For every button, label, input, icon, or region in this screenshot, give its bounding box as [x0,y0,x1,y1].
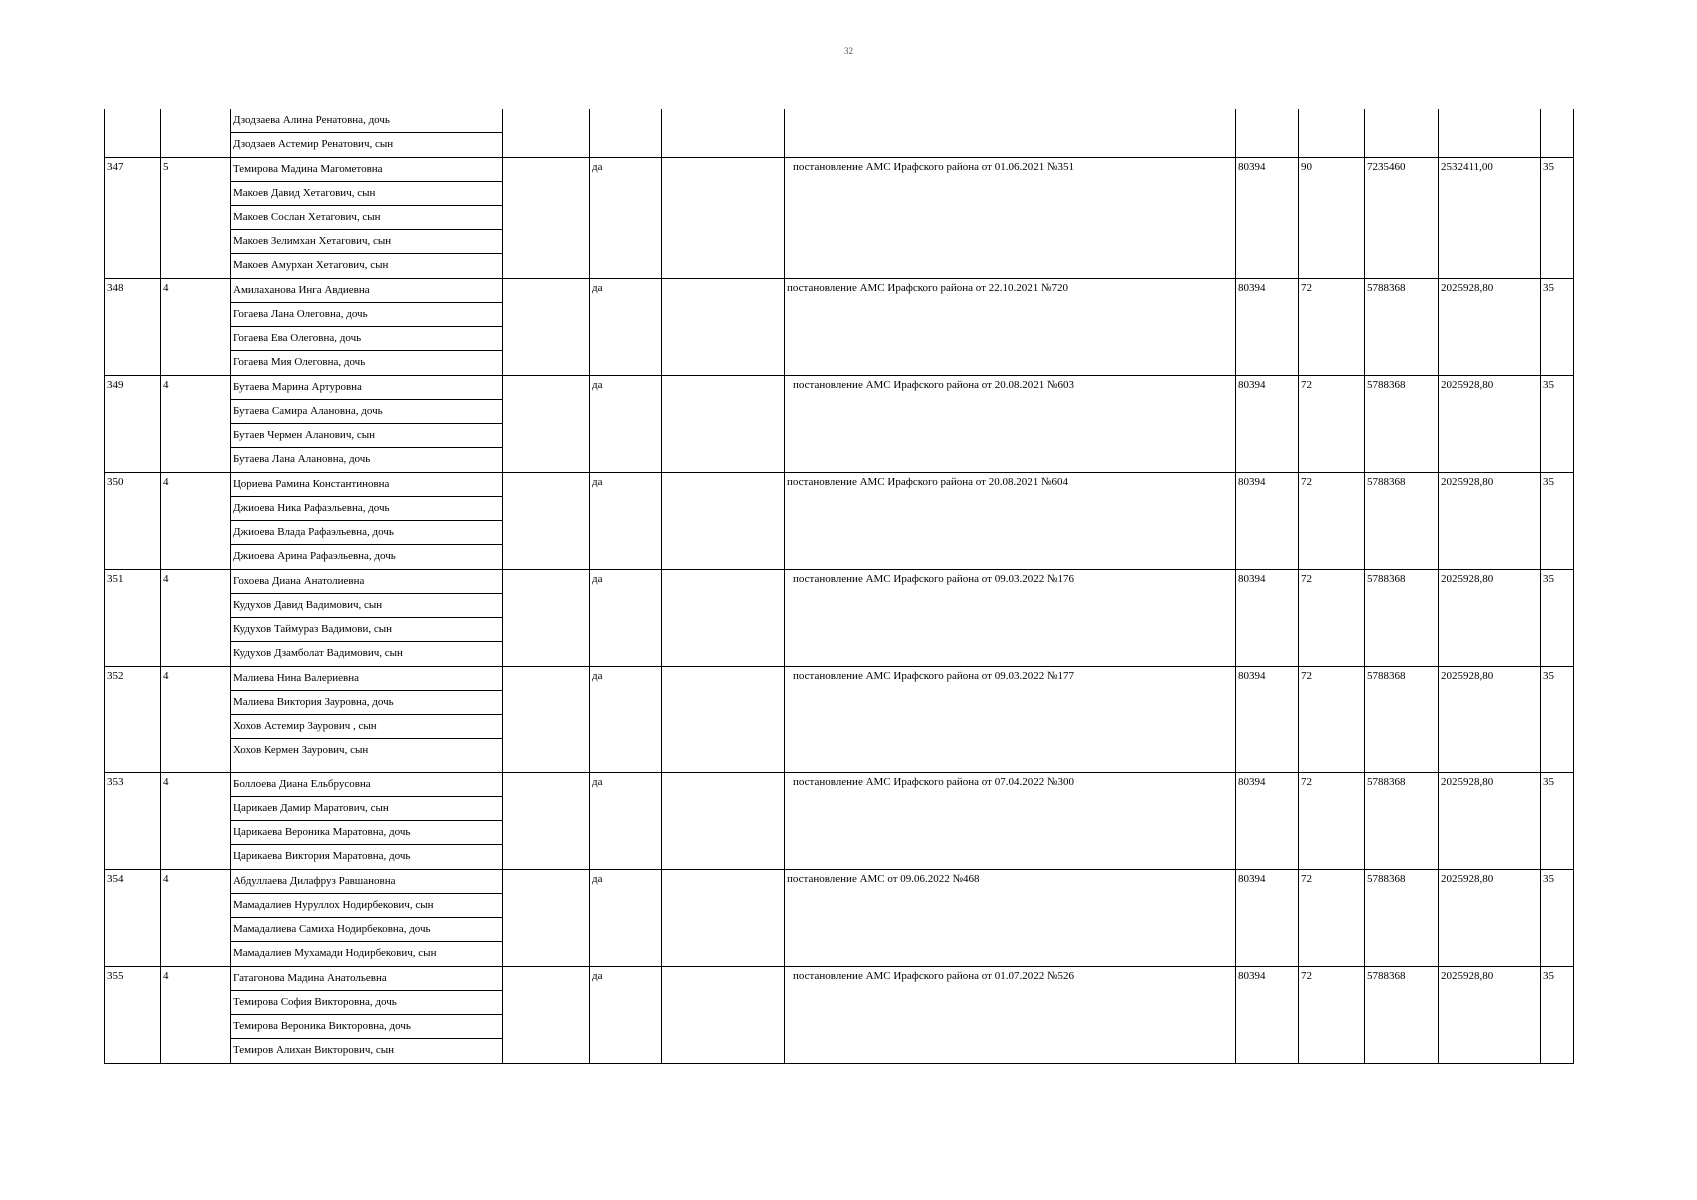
table-row [105,967,1574,1064]
eligibility-flag: да [590,570,662,667]
family-member: Джиоева Ника Рафаэльевна, дочь [231,497,502,521]
table-row [105,570,1574,667]
empty-cell [503,376,590,473]
empty-cell [662,967,785,1064]
family-member: Абдуллаева Дилафруз Равшановна [231,870,502,894]
record-number: 347 [105,158,161,279]
family-member: Царикаева Вероника Маратовна, дочь [231,821,502,845]
empty-cell [662,870,785,967]
housing-area: 72 [1299,279,1365,376]
housing-area: 90 [1299,158,1365,279]
table-row [105,279,1574,376]
eligibility-flag: да [590,667,662,773]
family-members-count: 4 [161,870,231,967]
family-member: Мамадалиева Самиха Нодирбековна, дочь [231,918,502,942]
cost-code: 80394 [1236,773,1299,870]
total-cost: 5788368 [1365,667,1439,773]
record-number: 349 [105,376,161,473]
empty-cell [503,667,590,773]
record-number: 350 [105,473,161,570]
empty-cell [662,279,785,376]
family-members-count: 4 [161,667,231,773]
family-members-cell [231,109,503,158]
table-row [105,870,1574,967]
subsidy-percent [1541,109,1574,158]
family-member: Гатагонова Мадина Анатольевна [231,967,502,991]
total-cost: 5788368 [1365,773,1439,870]
resolution-document: постановление АМС Ирафского района от 20.08.2021 №603 [785,376,1236,473]
eligibility-flag: да [590,279,662,376]
record-number: 348 [105,279,161,376]
family-member: Темиров Алихан Викторович, сын [233,1044,395,1056]
empty-cell [662,109,785,158]
family-member: Царикаева Виктория Маратовна, дочь [233,850,411,862]
family-member: Мамадалиев Мухамади Нодирбекович, сын [233,947,437,959]
cost-code: 80394 [1236,967,1299,1064]
housing-area: 72 [1299,570,1365,667]
subsidy-percent: 35 [1541,667,1574,773]
cost-code: 80394 [1236,376,1299,473]
family-members-cell [231,667,503,773]
family-member: Хохов Кермен Заурович, сын [233,744,369,756]
family-members-cell [231,473,503,570]
family-member: Малиева Виктория Зауровна, дочь [231,691,502,715]
empty-cell [662,376,785,473]
family-member: Темирова Мадина Магометовна [231,158,502,182]
family-member: Кудухов Давид Вадимович, сын [231,594,502,618]
family-member: Гогаева Мия Олеговна, дочь [233,356,366,368]
subsidy-percent: 35 [1541,473,1574,570]
subsidy-percent: 35 [1541,279,1574,376]
family-members-count: 5 [161,158,231,279]
housing-register-table [104,109,1574,1064]
family-members-count: 4 [161,570,231,667]
family-member: Макоев Сослан Хетагович, сын [231,206,502,230]
empty-cell [503,570,590,667]
subsidy-percent: 35 [1541,158,1574,279]
cost-code: 80394 [1236,473,1299,570]
eligibility-flag: да [590,967,662,1064]
family-member: Темирова Вероника Викторовна, дочь [231,1015,502,1039]
table-row [105,773,1574,870]
family-member: Гогаева Ева Олеговна, дочь [231,327,502,351]
housing-area: 72 [1299,376,1365,473]
subsidy-amount [1439,109,1541,158]
family-member: Кудухов Дзамболат Вадимович, сын [233,647,403,659]
subsidy-amount: 2025928,80 [1439,773,1541,870]
empty-cell [662,667,785,773]
housing-area: 72 [1299,667,1365,773]
empty-cell [662,158,785,279]
family-members-cell [231,279,503,376]
resolution-document: постановление АМС Ирафского района от 20.08.2021 №604 [785,473,1236,570]
cost-code: 80394 [1236,870,1299,967]
eligibility-flag: да [590,870,662,967]
family-member: Царикаев Дамир Маратович, сын [231,797,502,821]
record-number [105,109,161,158]
family-member: Темирова София Викторовна, дочь [231,991,502,1015]
cost-code: 80394 [1236,667,1299,773]
resolution-document: постановление АМС Ирафского района от 01.07.2022 №526 [785,967,1236,1064]
eligibility-flag: да [590,773,662,870]
resolution-document: постановление АМС Ирафского района от 09.03.2022 №176 [785,570,1236,667]
table-row [105,473,1574,570]
family-member: Кудухов Таймураз Вадимови, сын [231,618,502,642]
family-members-count: 4 [161,279,231,376]
empty-cell [503,967,590,1064]
subsidy-percent: 35 [1541,967,1574,1064]
table-row [105,158,1574,279]
family-members-count: 4 [161,967,231,1064]
total-cost: 5788368 [1365,376,1439,473]
family-member: Бутаева Лана Алановна, дочь [233,453,371,465]
family-member: Джиоева Влада Рафаэльевна, дочь [231,521,502,545]
resolution-document: постановление АМС Ирафского района от 07.04.2022 №300 [785,773,1236,870]
subsidy-amount: 2025928,80 [1439,279,1541,376]
subsidy-percent: 35 [1541,376,1574,473]
table-row [105,376,1574,473]
family-member: Бутаева Самира Алановна, дочь [231,400,502,424]
record-number: 352 [105,667,161,773]
family-members-count [161,109,231,158]
family-member: Джиоева Арина Рафаэльевна, дочь [233,550,396,562]
housing-area: 72 [1299,473,1365,570]
resolution-document: постановление АМС Ирафского района от 01.06.2021 №351 [785,158,1236,279]
empty-cell [662,473,785,570]
subsidy-percent: 35 [1541,870,1574,967]
subsidy-amount: 2025928,80 [1439,473,1541,570]
subsidy-amount: 2025928,80 [1439,667,1541,773]
eligibility-flag: да [590,158,662,279]
empty-cell [503,773,590,870]
housing-area: 72 [1299,773,1365,870]
family-members-cell [231,570,503,667]
cost-code: 80394 [1236,158,1299,279]
family-members-cell [231,967,503,1064]
empty-cell [662,570,785,667]
housing-area: 72 [1299,870,1365,967]
record-number: 354 [105,870,161,967]
family-member: Боллоева Диана Ельбрусовна [231,773,502,797]
record-number: 353 [105,773,161,870]
cost-code [1236,109,1299,158]
housing-area [1299,109,1365,158]
empty-cell [503,158,590,279]
subsidy-amount: 2025928,80 [1439,967,1541,1064]
family-member: Малиева Нина Валериевна [231,667,502,691]
subsidy-amount: 2532411,00 [1439,158,1541,279]
total-cost: 5788368 [1365,570,1439,667]
eligibility-flag: да [590,376,662,473]
family-members-cell [231,870,503,967]
total-cost: 5788368 [1365,967,1439,1064]
family-member: Бутаев Чермен Аланович, сын [231,424,502,448]
family-members-cell [231,158,503,279]
resolution-document: постановление АМС Ирафского района от 09.03.2022 №177 [785,667,1236,773]
family-member: Хохов Астемир Заурович , сын [231,715,502,739]
family-members-count: 4 [161,376,231,473]
record-number: 355 [105,967,161,1064]
family-members-count: 4 [161,773,231,870]
family-member: Гохоева Диана Анатолиевна [231,570,502,594]
family-member: Макоев Зелимхан Хетагович, сын [231,230,502,254]
family-member: Гогаева Лана Олеговна, дочь [231,303,502,327]
table-body [105,109,1574,1064]
subsidy-percent: 35 [1541,570,1574,667]
subsidy-percent: 35 [1541,773,1574,870]
cost-code: 80394 [1236,570,1299,667]
empty-cell [503,870,590,967]
subsidy-amount: 2025928,80 [1439,870,1541,967]
eligibility-flag [590,109,662,158]
table-row [105,667,1574,773]
resolution-document [785,109,1236,158]
family-member: Цориева Рамина Константиновна [231,473,502,497]
total-cost: 5788368 [1365,279,1439,376]
record-number: 351 [105,570,161,667]
eligibility-flag: да [590,473,662,570]
total-cost [1365,109,1439,158]
empty-cell [503,279,590,376]
family-member: Дзодзаев Астемир Ренатович, сын [233,138,394,150]
cost-code: 80394 [1236,279,1299,376]
family-member: Макоев Давид Хетагович, сын [231,182,502,206]
total-cost: 5788368 [1365,473,1439,570]
empty-cell [503,473,590,570]
total-cost: 7235460 [1365,158,1439,279]
total-cost: 5788368 [1365,870,1439,967]
empty-cell [662,773,785,870]
family-members-count: 4 [161,473,231,570]
resolution-document: постановление АМС Ирафского района от 22.10.2021 №720 [785,279,1236,376]
page-number: 32 [844,46,853,56]
resolution-document: постановление АМС от 09.06.2022 №468 [785,870,1236,967]
table-row [105,109,1574,158]
subsidy-amount: 2025928,80 [1439,376,1541,473]
family-members-cell [231,376,503,473]
family-member: Бутаева Марина Артуровна [231,376,502,400]
housing-area: 72 [1299,967,1365,1064]
family-members-cell [231,773,503,870]
family-member: Макоев Амурхан Хетагович, сын [233,259,389,271]
empty-cell [503,109,590,158]
family-member: Дзодзаева Алина Ренатовна, дочь [231,109,502,133]
subsidy-amount: 2025928,80 [1439,570,1541,667]
family-member: Мамадалиев Нуруллох Нодирбекович, сын [231,894,502,918]
family-member: Амилаханова Инга Авдиевна [231,279,502,303]
